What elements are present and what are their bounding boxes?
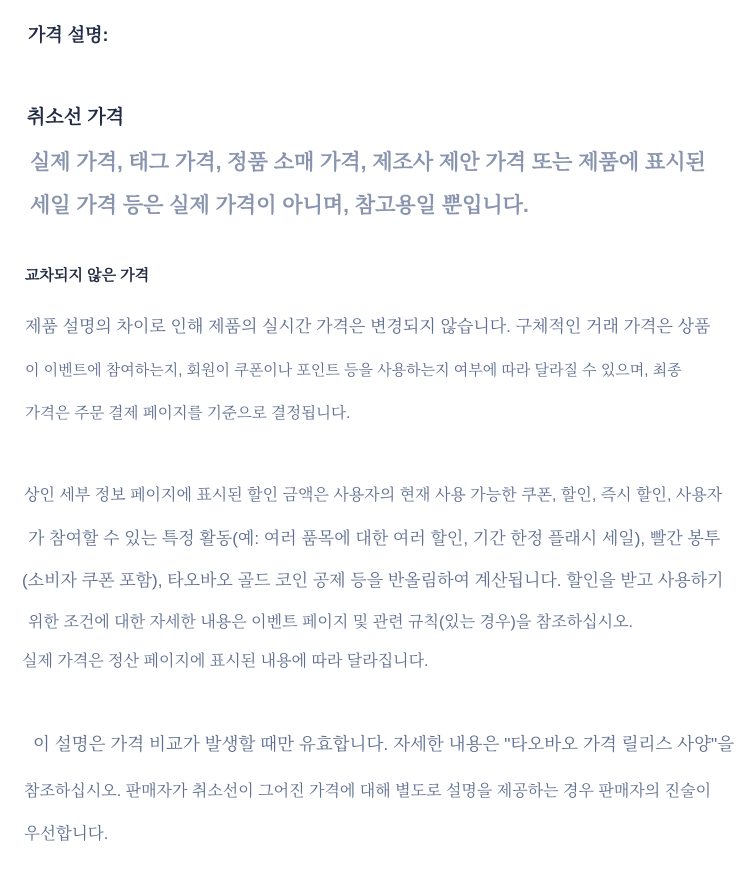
- strikethrough-lead-line-2: 세일 가격 등은 실제 가격이 아니며, 참고용일 뿐입니다.: [30, 194, 529, 217]
- strikethrough-lead-line-1: 실제 가격, 태그 가격, 정품 소매 가격, 제조사 제안 가격 또는 제품에 표시된: [30, 151, 706, 174]
- uncrossed-para1-line-3: 가격은 주문 결제 페이지를 기준으로 결정됩니다.: [25, 405, 351, 422]
- strikethrough-price-heading: 취소선 가격: [27, 107, 125, 128]
- uncrossed-para2-line-5: 실제 가격은 정산 페이지에 표시된 내용에 따라 달라집니다.: [22, 653, 429, 670]
- uncrossed-para2-line-1: 상인 세부 정보 페이지에 표시된 할인 금액은 사용자의 현재 사용 가능한 쿠폰, 할인, 즉시 할인, 사용자: [24, 487, 723, 504]
- uncrossed-para2-line-3: (소비자 쿠폰 포함), 타오바오 골드 코인 공제 등을 반올림하여 계산됩니다. 할인을 받고 사용하기: [22, 571, 724, 590]
- uncrossed-para2-line-4: 위한 조건에 대한 자세한 내용은 이벤트 페이지 및 관련 규칙(있는 경우)을 참조하십시오.: [28, 614, 633, 631]
- uncrossed-para1-line-2: 이 이벤트에 참여하는지, 회원이 쿠폰이나 포인트 등을 사용하는지 여부에 따라 달라질 수 있으며, 최종: [25, 362, 682, 379]
- uncrossed-price-heading: 교차되지 않은 가격: [25, 267, 150, 284]
- uncrossed-para3-line-3: 우선합니다.: [24, 825, 109, 843]
- page-title: 가격 설명:: [28, 25, 109, 45]
- uncrossed-para3-line-1: 이 설명은 가격 비교가 발생할 때만 유효합니다. 자세한 내용은 "타오바오 가격 릴리스 사양"을: [33, 734, 735, 754]
- uncrossed-para1-line-1: 제품 설명의 차이로 인해 제품의 실시간 가격은 변경되지 않습니다. 구체적인 거래 가격은 상품: [25, 317, 711, 336]
- uncrossed-para2-line-2: 가 참여할 수 있는 특정 활동(예: 여러 품목에 대한 여러 할인, 기간 한정 플래시 세일), 빨간 봉투: [28, 529, 721, 548]
- uncrossed-para3-line-2: 참조하십시오. 판매자가 취소선이 그어진 가격에 대해 별도로 설명을 제공하는 경우 판매자의 진술이: [24, 783, 712, 800]
